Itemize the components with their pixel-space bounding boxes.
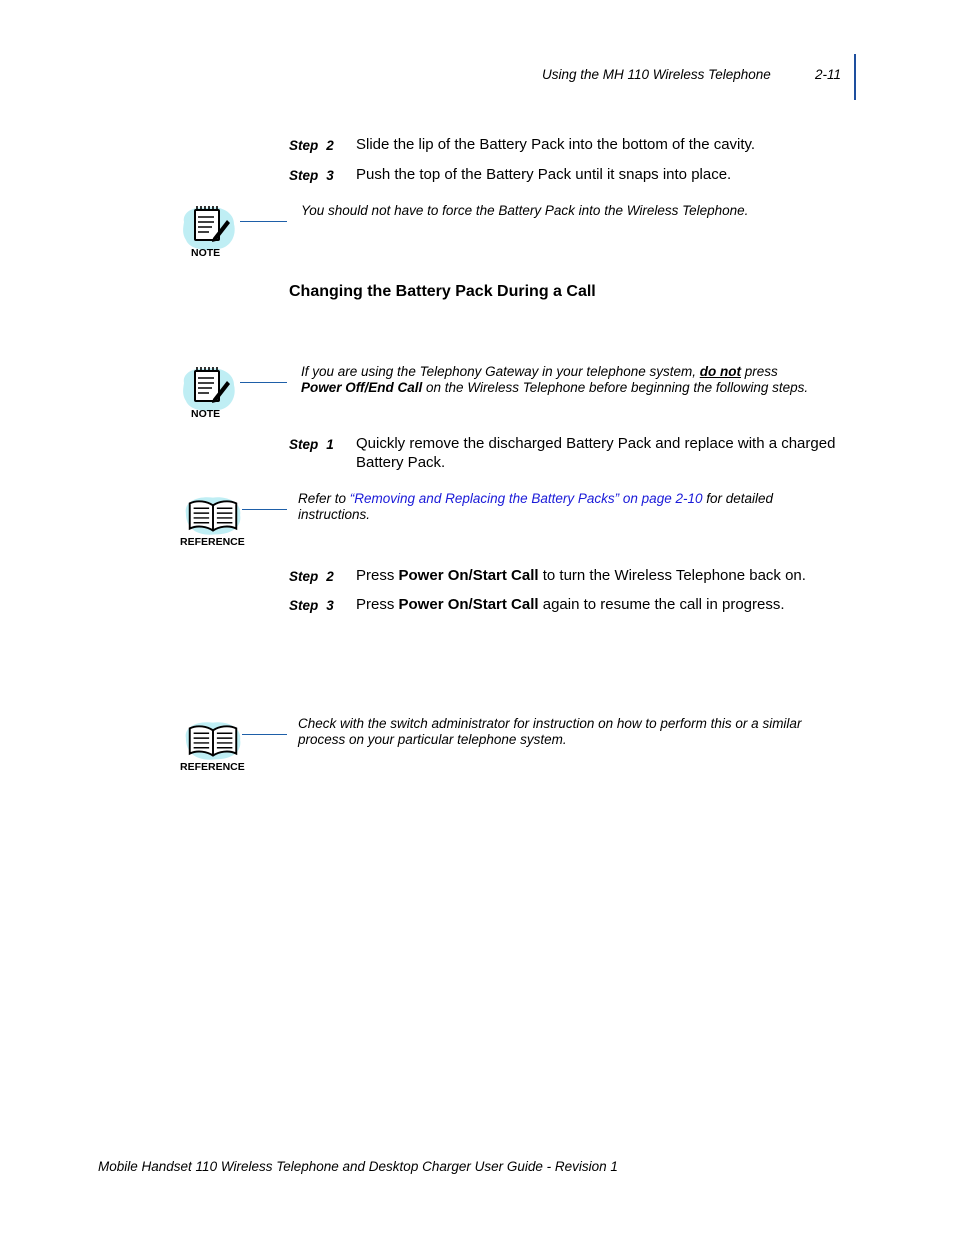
reference-rule [242, 509, 287, 510]
key-name: Power On/Start Call [398, 596, 539, 613]
step-label: Step 2 [289, 569, 334, 584]
cross-reference-link[interactable]: “Removing and Replacing the Battery Packs” on page 2-10 [349, 491, 703, 506]
section-heading: Changing the Battery Pack During a Call [289, 283, 596, 300]
step-label: Step 3 [289, 168, 334, 183]
step-label: Step 3 [289, 598, 334, 613]
book-icon [182, 718, 244, 764]
step-text: Press Power On/Start Call again to resume the call in progress. [356, 596, 785, 613]
book-icon [182, 493, 244, 539]
step-text: Slide the lip of the Battery Pack into the bottom of the cavity. [356, 136, 756, 153]
note-rule [240, 382, 287, 383]
step-text: Quickly remove the discharged Battery Pack and replace with a charged Battery Pack. [356, 435, 836, 471]
step-text: Press Power On/Start Call to turn the Wireless Telephone back on. [356, 567, 806, 584]
note-text: You should not have to force the Battery Pack into the Wireless Telephone. [301, 203, 749, 218]
reference-rule [242, 734, 287, 735]
emphasis-do-not: do not [699, 364, 741, 379]
page-number: 2-11 [815, 67, 842, 82]
header-rule [854, 54, 856, 100]
step-label: Step 2 [289, 138, 334, 153]
reference-icon-label: REFERENCE [180, 536, 245, 548]
note-icon-label: NOTE [191, 247, 221, 259]
reference-icon-label: REFERENCE [180, 761, 245, 773]
key-name: Power Off/End Call [301, 380, 423, 395]
step-text: Push the top of the Battery Pack until it snaps into place. [356, 166, 732, 183]
note-icon [180, 365, 240, 413]
key-name: Power On/Start Call [398, 567, 539, 584]
note-rule [240, 221, 287, 222]
note-icon [180, 204, 240, 252]
note-icon-label: NOTE [191, 408, 221, 420]
step-label: Step 1 [289, 437, 334, 452]
page-footer: Mobile Handset 110 Wireless Telephone and Desktop Charger User Guide - Revision 1 [98, 1159, 618, 1174]
reference-text: Check with the switch administrator for instruction on how to perform this or a similar process on your particular telephone system. [298, 716, 802, 747]
running-header-title: Using the MH 110 Wireless Telephone [542, 67, 771, 82]
reference-text: Refer to “Removing and Replacing the Battery Packs” on page 2-10 for detailed instructions. [298, 491, 774, 522]
note-text: If you are using the Telephony Gateway in your telephone system, do not press Power Off/End Call on the Wireless Telephone before beginning the following steps. [301, 364, 809, 395]
